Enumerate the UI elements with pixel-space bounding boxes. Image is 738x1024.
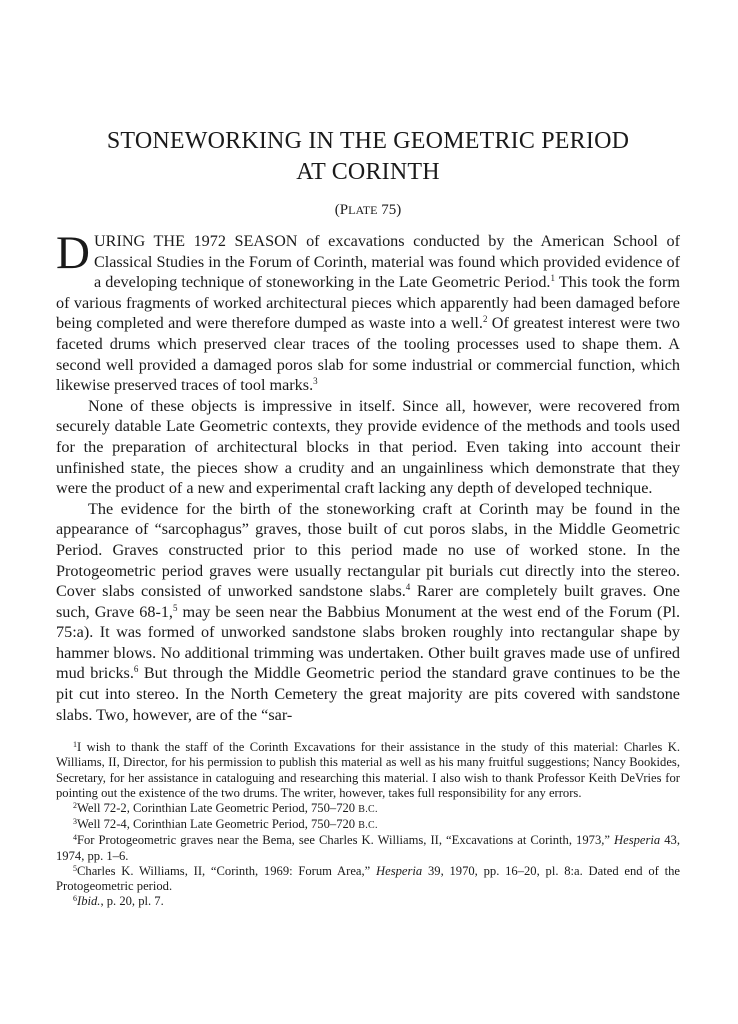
article-body — [56, 227, 680, 725]
footnote-ref-3[interactable]: 3 — [313, 376, 318, 387]
footnotes — [56, 740, 680, 909]
title-line-2: AT CORINTH — [296, 159, 440, 185]
paragraph-3: The evidence for the birth of the stoneworking craft at Corinth may be found in the appearance of “sarcophagus” graves, those built of cut poros slabs, in the Middle Geometric Period. Graves constructed prior to this period made no use of worked stone. In the Protogeometric period graves were usually rectangular pit burials cut directly into the stereo. Cover slabs consisted of unworked sandstone slabs.$^4$ Rarer are completely built graves. One such, Grave 68-1,$^5$ may be seen near the Babbius Monument at the west end of the Forum (Pl. 75:a). It was formed of unworked sandstone slabs broken roughly into rectangular shape by hammer blows. No additional trimming was undertaken. Other built graves made use of unfired mud bricks.$^6$ But through the Middle Geometric period the standard grave continues to be the pit cut into stereo. In the North Cemetery the great majority are pits covered with sandstone slabs. Two, however, are of the “sar- — [56, 499, 680, 724]
paragraph-2: None of these objects is impressive in itself. Since all, however, were recovered from securely datable Late Geometric contexts, they provide evidence of the methods and tools used for the preparation of architectural blocks in that period. Even taking into account their unfinished state, the pieces show a crudity and an ungainliness which demonstrate that they were the product of a new and experimental craft lacking any depth of developed technique. — [56, 396, 680, 498]
footnote-3: $^3$Well 72-4, Corinthian Late Geometric Period, 750–720 B.C. — [73, 817, 378, 832]
paragraph-1: DURING THE 1972 SEASON of excavations conducted by the American School of Classical Studies in the Forum of Corinth, material was found which provided evidence of a developing technique of stoneworking in the Late Geometric Period.$^1$ This took the form of various fragments of worked architectural pieces which apparently had been damaged before being completed and were therefore dumped as waste into a well.$^2$ Of greatest interest were two faceted drums which preserved clear traces of the tooling processes used to shape them. A second well provided a damaged poros slab for some industrial or commercial function, which likewise preserved traces of tool marks.$^3$ — [56, 227, 680, 395]
title-line-1: STONEWORKING IN THE GEOMETRIC PERIOD — [106, 128, 630, 154]
footnote-2: $^2$Well 72-2, Corinthian Late Geometric Period, 750–720 B.C. — [73, 801, 378, 816]
drop-cap: D — [56, 227, 90, 279]
footnote-ref-4[interactable]: 4 — [405, 582, 411, 593]
footnote-1: $^1$I wish to thank the staff of the Corinth Excavations for their assistance in the study of this material: Charles K. Williams, II, Director, for his permission to publish this material as well as his many fruitful suggestions; Nancy Bookides, Secretary, for her assistance in cataloguing and researching this material. I also wish to thank Professor Keith DeVries for pointing out the existence of the two drums. The writer, however, takes full responsibility for any errors. — [56, 740, 680, 800]
article-title — [56, 126, 680, 188]
footnote-5: $^5$Charles K. Williams, II, “Corinth, 1969: Forum Area,” Hesperia 39, 1970, pp. 16–20, pl. 8:a. Dated end of the Protogeometric period. — [56, 863, 680, 894]
footnote-4: $^4$For Protogeometric graves near the Bema, see Charles K. Williams, II, “Excavations at Corinth, 1973,” Hesperia 43, 1974, pp. 1–6. — [56, 833, 680, 863]
footnote-6: $^6$Ibid., p. 20, pl. 7. — [73, 894, 164, 909]
article-page — [56, 126, 680, 909]
footnote-ref-5[interactable]: 5 — [172, 602, 178, 613]
footnote-ref-2[interactable]: 2 — [482, 314, 488, 325]
footnote-ref-6[interactable]: 6 — [133, 664, 139, 675]
footnote-ref-1[interactable]: 1 — [550, 273, 555, 284]
plate-reference: (PLATE 75) — [334, 202, 402, 218]
